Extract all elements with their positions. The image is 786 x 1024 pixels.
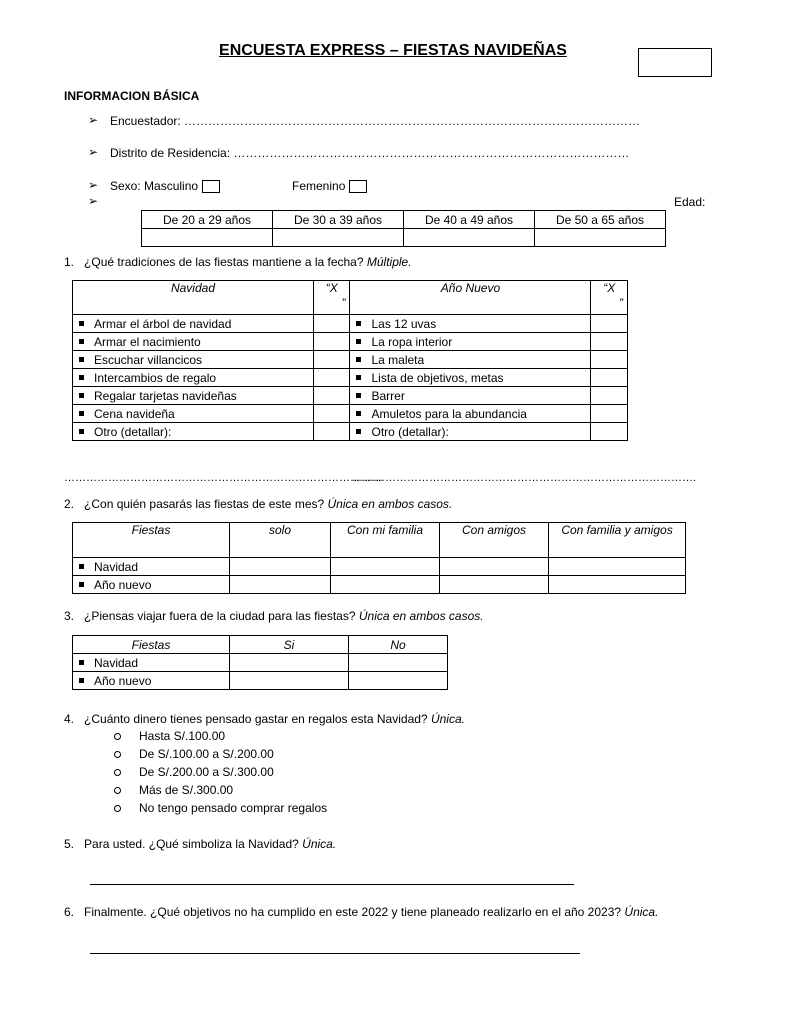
mark-cell[interactable] bbox=[230, 558, 331, 576]
column-navidad: Navidad bbox=[73, 281, 314, 315]
bullet-icon bbox=[356, 339, 361, 344]
section-heading: INFORMACION BÁSICA bbox=[64, 89, 200, 103]
mark-cell[interactable] bbox=[440, 576, 549, 594]
mark-cell[interactable] bbox=[549, 558, 686, 576]
question-4 bbox=[64, 712, 465, 726]
column-familia-amigos: Con familia y amigos bbox=[549, 523, 686, 558]
question-number: 4. bbox=[64, 712, 75, 726]
table-row: Regalar tarjetas navideñas bbox=[73, 387, 314, 405]
mark-cell[interactable] bbox=[230, 672, 349, 690]
question-text: ¿Qué tradiciones de las fiestas mantiene a la fecha? bbox=[84, 255, 364, 269]
bullet-icon bbox=[79, 339, 84, 344]
edad-label: Edad: bbox=[674, 195, 706, 209]
question-number: 1. bbox=[64, 255, 75, 269]
sexo-masculino-label: Sexo: Masculino bbox=[110, 179, 199, 193]
bullet-icon bbox=[79, 678, 84, 683]
column-anio-nuevo: Año Nuevo bbox=[350, 281, 591, 315]
bullet-icon bbox=[79, 375, 84, 380]
mark-cell[interactable] bbox=[591, 387, 628, 405]
mark-cell[interactable] bbox=[591, 405, 628, 423]
distrito-field[interactable]: Distrito de Residencia: ……………………………………………………………………………………… bbox=[110, 146, 630, 160]
option-radio[interactable]: De S/.100.00 a S/.200.00 bbox=[114, 747, 274, 761]
bullet-icon bbox=[79, 582, 84, 587]
mark-cell[interactable] bbox=[313, 315, 350, 333]
mark-cell[interactable] bbox=[349, 654, 448, 672]
question-5 bbox=[64, 837, 336, 851]
radio-circle-icon bbox=[114, 787, 121, 794]
question-number: 6. bbox=[64, 905, 75, 919]
mark-cell[interactable] bbox=[313, 369, 350, 387]
column-si: Si bbox=[230, 636, 349, 654]
other-detail-left-field[interactable]: …………………………………………………………………………… bbox=[64, 472, 383, 484]
table-row: La maleta bbox=[350, 351, 591, 369]
mark-cell[interactable] bbox=[313, 333, 350, 351]
femenino-checkbox[interactable] bbox=[349, 180, 367, 193]
mark-cell[interactable] bbox=[313, 351, 350, 369]
table-row: Intercambios de regalo bbox=[73, 369, 314, 387]
table-row: Barrer bbox=[350, 387, 591, 405]
mark-cell[interactable] bbox=[591, 315, 628, 333]
column-x: “X ” bbox=[591, 281, 628, 315]
mark-cell[interactable] bbox=[313, 387, 350, 405]
radio-circle-icon bbox=[114, 751, 121, 758]
mark-cell[interactable] bbox=[591, 351, 628, 369]
question-mode: Única. bbox=[302, 837, 337, 851]
table-row: Otro (detallar): bbox=[73, 423, 314, 441]
masculino-checkbox[interactable] bbox=[202, 180, 220, 193]
mark-cell[interactable] bbox=[440, 558, 549, 576]
mark-cell[interactable] bbox=[313, 423, 350, 441]
bullet-icon bbox=[356, 393, 361, 398]
column-amigos: Con amigos bbox=[440, 523, 549, 558]
age-range-header: De 30 a 39 años bbox=[273, 211, 404, 229]
age-range-table bbox=[141, 210, 666, 247]
question-3 bbox=[64, 609, 484, 623]
mark-cell[interactable] bbox=[331, 576, 440, 594]
question-number: 2. bbox=[64, 497, 75, 511]
bullet-icon bbox=[79, 660, 84, 665]
bullet-icon bbox=[356, 321, 361, 326]
option-radio[interactable]: Más de S/.300.00 bbox=[114, 783, 233, 797]
age-range-header: De 50 a 65 años bbox=[535, 211, 666, 229]
mark-cell[interactable] bbox=[591, 333, 628, 351]
femenino-row bbox=[292, 179, 367, 193]
age-range-header: De 40 a 49 años bbox=[404, 211, 535, 229]
bullet-icon bbox=[79, 393, 84, 398]
traditions-table bbox=[72, 280, 628, 441]
bullet-icon bbox=[79, 411, 84, 416]
table-row: Año nuevo bbox=[73, 576, 230, 594]
question-number: 3. bbox=[64, 609, 75, 623]
table-row: Amuletos para la abundancia bbox=[350, 405, 591, 423]
document-title: ENCUESTA EXPRESS – FIESTAS NAVIDEÑAS bbox=[219, 42, 567, 59]
question-text: Finalmente. ¿Qué objetivos no ha cumplido en este 2022 y tiene planeado realizarlo en el año 2023? bbox=[84, 905, 622, 919]
mark-cell[interactable] bbox=[313, 405, 350, 423]
age-range-header: De 20 a 29 años bbox=[142, 211, 273, 229]
question-text: Para usted. ¿Qué simboliza la Navidad? bbox=[84, 837, 299, 851]
mark-cell[interactable] bbox=[591, 423, 628, 441]
other-detail-right-field[interactable]: …………………………………………………………………………………. bbox=[352, 472, 697, 484]
question-6 bbox=[64, 905, 658, 919]
table-row: Armar el árbol de navidad bbox=[73, 315, 314, 333]
question-mode: Única en ambos casos. bbox=[327, 497, 453, 511]
table-row: Navidad bbox=[73, 654, 230, 672]
table-row: Escuchar villancicos bbox=[73, 351, 314, 369]
answer-line-q6[interactable] bbox=[90, 953, 580, 954]
arrow-bullet-icon: ➢ bbox=[88, 194, 99, 208]
travel-table bbox=[72, 635, 448, 690]
column-fiestas: Fiestas bbox=[73, 523, 230, 558]
age-range-cell[interactable] bbox=[273, 229, 404, 247]
with-whom-table bbox=[72, 522, 686, 594]
bullet-icon bbox=[79, 564, 84, 569]
bullet-icon bbox=[356, 411, 361, 416]
column-familia: Con mi familia bbox=[331, 523, 440, 558]
question-mode: Única. bbox=[430, 712, 465, 726]
age-range-cell[interactable] bbox=[535, 229, 666, 247]
option-radio[interactable]: No tengo pensado comprar regalos bbox=[114, 801, 327, 815]
column-x: “X ” bbox=[313, 281, 350, 315]
age-range-cell[interactable] bbox=[142, 229, 273, 247]
table-row: Las 12 uvas bbox=[350, 315, 591, 333]
mark-cell[interactable] bbox=[230, 654, 349, 672]
sexo-femenino-label: Femenino bbox=[292, 179, 346, 193]
column-fiestas: Fiestas bbox=[73, 636, 230, 654]
table-row: Cena navideña bbox=[73, 405, 314, 423]
arrow-bullet-icon: ➢ bbox=[88, 145, 99, 159]
answer-line-q5[interactable] bbox=[90, 884, 574, 885]
age-range-cell[interactable] bbox=[404, 229, 535, 247]
question-1 bbox=[64, 255, 412, 269]
mark-cell[interactable] bbox=[230, 576, 331, 594]
mark-cell[interactable] bbox=[349, 672, 448, 690]
bullet-icon bbox=[356, 429, 361, 434]
question-mode: Múltiple. bbox=[366, 255, 412, 269]
bullet-icon bbox=[356, 375, 361, 380]
column-no: No bbox=[349, 636, 448, 654]
table-row: Año nuevo bbox=[73, 672, 230, 690]
sexo-row bbox=[110, 179, 220, 193]
question-text: ¿Con quién pasarás las fiestas de este mes? bbox=[84, 497, 325, 511]
column-solo: solo bbox=[230, 523, 331, 558]
option-radio[interactable]: De S/.200.00 a S/.300.00 bbox=[114, 765, 274, 779]
table-row: La ropa interior bbox=[350, 333, 591, 351]
question-2 bbox=[64, 497, 452, 511]
survey-code-box[interactable] bbox=[638, 48, 712, 77]
table-row: Lista de objetivos, metas bbox=[350, 369, 591, 387]
question-text: ¿Piensas viajar fuera de la ciudad para las fiestas? bbox=[84, 609, 356, 623]
radio-circle-icon bbox=[114, 769, 121, 776]
bullet-icon bbox=[79, 357, 84, 362]
radio-circle-icon bbox=[114, 805, 121, 812]
question-mode: Única en ambos casos. bbox=[358, 609, 484, 623]
table-row: Navidad bbox=[73, 558, 230, 576]
question-mode: Única. bbox=[624, 905, 659, 919]
bullet-icon bbox=[79, 321, 84, 326]
table-row: Armar el nacimiento bbox=[73, 333, 314, 351]
mark-cell[interactable] bbox=[549, 576, 686, 594]
question-number: 5. bbox=[64, 837, 75, 851]
option-radio[interactable]: Hasta S/.100.00 bbox=[114, 729, 225, 743]
encuestador-field[interactable]: Encuestador: …………………………………………………………………………………………………… bbox=[110, 114, 641, 128]
radio-circle-icon bbox=[114, 733, 121, 740]
mark-cell[interactable] bbox=[331, 558, 440, 576]
mark-cell[interactable] bbox=[591, 369, 628, 387]
arrow-bullet-icon: ➢ bbox=[88, 113, 99, 127]
arrow-bullet-icon: ➢ bbox=[88, 178, 99, 192]
bullet-icon bbox=[356, 357, 361, 362]
table-row: Otro (detallar): bbox=[350, 423, 591, 441]
question-text: ¿Cuánto dinero tienes pensado gastar en regalos esta Navidad? bbox=[84, 712, 428, 726]
bullet-icon bbox=[79, 429, 84, 434]
